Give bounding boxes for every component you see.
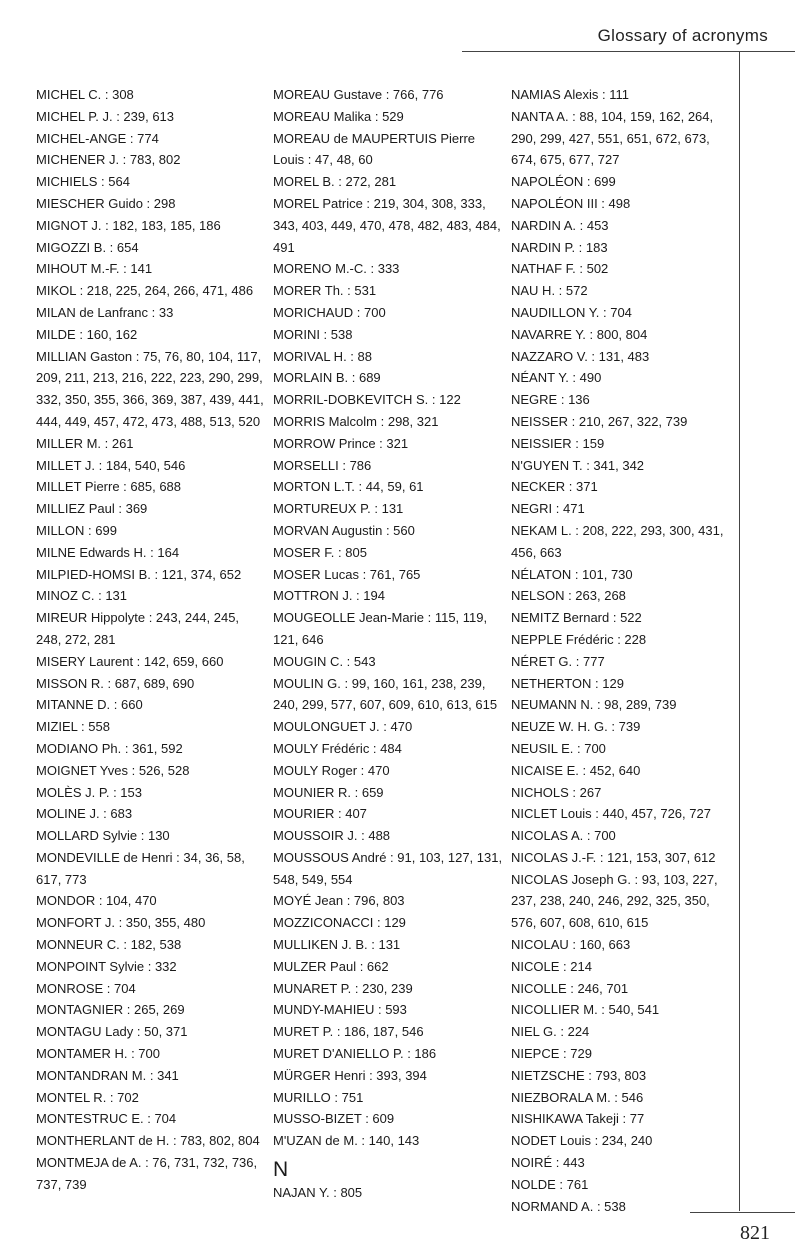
index-entry: MONTESTRUC E. : 704 bbox=[36, 1111, 177, 1127]
index-entry: MORICHAUD : 700 bbox=[273, 304, 386, 320]
index-entry: MIGOZZI B. : 654 bbox=[36, 239, 139, 255]
index-entry: MOREL Patrice : 219, 304, 308, 333, 343, 403, 449, 470, 478, 482, 483, 484, 491 bbox=[273, 195, 501, 255]
index-entry: MONTAGNIER : 265, 269 bbox=[36, 1002, 185, 1018]
index-entry: MILPIED-HOMSI B. : 121, 374, 652 bbox=[36, 566, 242, 582]
index-entry: NICOLAS A. : 700 bbox=[511, 828, 616, 844]
index-entry: NELSON : 263, 268 bbox=[511, 588, 626, 604]
index-entry: NOIRÉ : 443 bbox=[511, 1155, 585, 1171]
index-entry: MORINI : 538 bbox=[273, 326, 353, 342]
index-entry: MIHOUT M.-F. : 141 bbox=[36, 261, 153, 277]
index-entry: NEISSIER : 159 bbox=[511, 435, 605, 451]
index-entry: MONPOINT Sylvie : 332 bbox=[36, 958, 177, 974]
index-entry: MUNARET P. : 230, 239 bbox=[273, 980, 413, 996]
index-entry: NAMIAS Alexis : 111 bbox=[511, 87, 630, 102]
index-entry: MONDEVILLE de Henri : 34, 36, 58, 617, 773 bbox=[36, 849, 245, 887]
index-entry: MOULONGUET J. : 470 bbox=[273, 719, 413, 735]
index-entry: NIEPCE : 729 bbox=[511, 1046, 592, 1062]
index-entry: NETHERTON : 129 bbox=[511, 675, 624, 691]
index-entry: MOULY Roger : 470 bbox=[273, 762, 390, 778]
index-entry: MISERY Laurent : 142, 659, 660 bbox=[36, 653, 224, 669]
index-entry: MOUSSOIR J. : 488 bbox=[273, 828, 391, 844]
index-entry: MORENO M.-C. : 333 bbox=[273, 261, 400, 277]
index-entry: NICOLE : 214 bbox=[511, 958, 592, 974]
index-entry: MILLIEZ Paul : 369 bbox=[36, 501, 148, 517]
index-entry: NICLET Louis : 440, 457, 726, 727 bbox=[511, 806, 711, 822]
index-entry: MOIGNET Yves : 526, 528 bbox=[36, 762, 190, 778]
index-entry: MOREAU Gustave : 766, 776 bbox=[273, 87, 444, 102]
index-entry: N'GUYEN T. : 341, 342 bbox=[511, 457, 645, 473]
index-entry: MIZIEL : 558 bbox=[36, 719, 110, 735]
index-entry: MÜRGER Henri : 393, 394 bbox=[273, 1067, 427, 1083]
index-entry: MICHIELS : 564 bbox=[36, 174, 130, 190]
index-entry: NÉRET G. : 777 bbox=[511, 653, 605, 669]
index-entry: MOUSSOUS André : 91, 103, 127, 131, 548, 549, 554 bbox=[273, 849, 503, 887]
index-entry: MORIVAL H. : 88 bbox=[273, 348, 372, 364]
index-entry: NICOLAU : 160, 663 bbox=[511, 937, 631, 953]
index-column-2 bbox=[273, 84, 503, 1204]
index-entry: NAPOLÉON : 699 bbox=[511, 174, 616, 190]
index-entry: MONTEL R. : 702 bbox=[36, 1089, 139, 1105]
index-entry: MONTAGU Lady : 50, 371 bbox=[36, 1024, 188, 1040]
index-entry: MONTAMER H. : 700 bbox=[36, 1046, 161, 1062]
index-entry: NICOLAS Joseph G. : 93, 103, 227, 237, 238, 240, 246, 292, 325, 350, 576, 607, 608, 610, 615 bbox=[511, 871, 718, 931]
index-entry: NAPOLÉON III : 498 bbox=[511, 195, 631, 211]
index-entry: MONFORT J. : 350, 355, 480 bbox=[36, 915, 206, 931]
index-entry: MORRIL-DOBKEVITCH S. : 122 bbox=[273, 392, 461, 408]
index-entry: NODET Louis : 234, 240 bbox=[511, 1133, 653, 1149]
index-entry: NIEZBORALA M. : 546 bbox=[511, 1089, 644, 1105]
index-entry: NEMITZ Bernard : 522 bbox=[511, 610, 642, 626]
margin-rule bbox=[739, 51, 740, 1211]
index-entry: MIKOL : 218, 225, 264, 266, 471, 486 bbox=[36, 283, 254, 299]
index-entry: NEGRI : 471 bbox=[511, 501, 585, 517]
index-entry: MULLIKEN J. B. : 131 bbox=[273, 937, 401, 953]
index-entry: MIREUR Hippolyte : 243, 244, 245, 248, 272, 281 bbox=[36, 610, 240, 647]
index-entry: MILDE : 160, 162 bbox=[36, 326, 138, 342]
index-entry: NECKER : 371 bbox=[511, 479, 598, 495]
index-entry: MICHEL C. : 308 bbox=[36, 87, 134, 102]
index-entry: NARDIN A. : 453 bbox=[511, 217, 609, 233]
index-entry: NEKAM L. : 208, 222, 293, 300, 431, 456, 663 bbox=[511, 522, 724, 560]
index-entry: NOLDE : 761 bbox=[511, 1176, 589, 1192]
page-number: 821 bbox=[740, 1222, 770, 1244]
index-entry: MOSER F. : 805 bbox=[273, 544, 367, 560]
index-entry: NEISSER : 210, 267, 322, 739 bbox=[511, 413, 688, 429]
index-column-1 bbox=[36, 84, 266, 1196]
index-entry: MICHEL P. J. : 239, 613 bbox=[36, 108, 175, 124]
header-rule bbox=[462, 51, 795, 52]
index-entry: NICOLLE : 246, 701 bbox=[511, 980, 629, 996]
index-entry: NORMAND A. : 538 bbox=[511, 1198, 626, 1214]
index-entry: MURET P. : 186, 187, 546 bbox=[273, 1024, 424, 1040]
section-letter-heading: N bbox=[273, 1158, 289, 1182]
index-entry: NIEL G. : 224 bbox=[511, 1024, 590, 1040]
index-entry: MOZZICONACCI : 129 bbox=[273, 915, 406, 931]
index-entry: MITANNE D. : 660 bbox=[36, 697, 143, 713]
index-entry: MODIANO Ph. : 361, 592 bbox=[36, 740, 183, 756]
index-entry: NEUZE W. H. G. : 739 bbox=[511, 719, 641, 735]
index-entry: MORROW Prince : 321 bbox=[273, 435, 409, 451]
index-entry: NÉLATON : 101, 730 bbox=[511, 566, 633, 582]
index-entry: MILLET J. : 184, 540, 546 bbox=[36, 457, 186, 473]
index-entry: NAZZARO V. : 131, 483 bbox=[511, 348, 650, 364]
index-entry: MONROSE : 704 bbox=[36, 980, 136, 996]
index-entry: NAVARRE Y. : 800, 804 bbox=[511, 326, 648, 342]
index-entry: NICAISE E. : 452, 640 bbox=[511, 762, 641, 778]
index-entry: NIETZSCHE : 793, 803 bbox=[511, 1067, 647, 1083]
index-entry: MOLLARD Sylvie : 130 bbox=[36, 828, 170, 844]
index-entry: NÉANT Y. : 490 bbox=[511, 370, 602, 386]
index-entry: MOUGEOLLE Jean-Marie : 115, 119, 121, 646 bbox=[273, 610, 488, 647]
index-entry: MONTMEJA de A. : 76, 731, 732, 736, 737, 739 bbox=[36, 1155, 258, 1192]
index-entry: MILLIAN Gaston : 75, 76, 80, 104, 117, 209, 211, 213, 216, 222, 223, 290, 299, 332, 350, 355, 366, 369, 387, 439, 441, 444, 449, 457, 472, 473, 488, 513, 520 bbox=[36, 348, 264, 429]
index-entry: MONTHERLANT de H. : 783, 802, 804 bbox=[36, 1133, 260, 1149]
index-entry: MURET D'ANIELLO P. : 186 bbox=[273, 1046, 437, 1062]
index-entry: NAJAN Y. : 805 bbox=[273, 1185, 363, 1201]
index-entry: MOREL B. : 272, 281 bbox=[273, 174, 397, 190]
index-entry: NEPPLE Frédéric : 228 bbox=[511, 631, 647, 647]
index-entry: MOLÈS J. P. : 153 bbox=[36, 784, 142, 800]
index-entry: MOULIN G. : 99, 160, 161, 238, 239, 240, 299, 577, 607, 609, 610, 613, 615 bbox=[273, 675, 498, 713]
index-entry: MOREAU Malika : 529 bbox=[273, 108, 404, 124]
index-entry: NICOLAS J.-F. : 121, 153, 307, 612 bbox=[511, 849, 716, 865]
index-entry: NEGRE : 136 bbox=[511, 392, 590, 408]
index-entry: MULZER Paul : 662 bbox=[273, 958, 389, 974]
index-entry: MIGNOT J. : 182, 183, 185, 186 bbox=[36, 217, 221, 233]
index-entry: M'UZAN de M. : 140, 143 bbox=[273, 1133, 420, 1149]
index-entry: MORTUREUX P. : 131 bbox=[273, 501, 404, 517]
index-entry: MOTTRON J. : 194 bbox=[273, 588, 385, 604]
index-entry: MOUGIN C. : 543 bbox=[273, 653, 376, 669]
index-entry: NAU H. : 572 bbox=[511, 283, 588, 299]
index-entry: MOURIER : 407 bbox=[273, 806, 367, 822]
index-entry: MICHENER J. : 783, 802 bbox=[36, 152, 181, 168]
index-entry: MORTON L.T. : 44, 59, 61 bbox=[273, 479, 424, 495]
index-entry: MILAN de Lanfranc : 33 bbox=[36, 304, 174, 320]
index-entry: MORVAN Augustin : 560 bbox=[273, 522, 415, 538]
running-header-title: Glossary of acronyms bbox=[597, 26, 768, 45]
index-entry: MORER Th. : 531 bbox=[273, 283, 377, 299]
index-entry: MORLAIN B. : 689 bbox=[273, 370, 381, 386]
index-entry: MILLON : 699 bbox=[36, 522, 117, 538]
index-entry: MIESCHER Guido : 298 bbox=[36, 195, 176, 211]
index-entry: MILNE Edwards H. : 164 bbox=[36, 544, 180, 560]
index-entry: NANTA A. : 88, 104, 159, 162, 264, 290, 299, 427, 551, 651, 672, 673, 674, 675, 677, 727 bbox=[511, 108, 714, 168]
index-entry: MOREAU de MAUPERTUIS Pierre Louis : 47, 48, 60 bbox=[273, 130, 476, 168]
index-entry: NISHIKAWA Takeji : 77 bbox=[511, 1111, 645, 1127]
index-entry: MORRIS Malcolm : 298, 321 bbox=[273, 413, 439, 429]
index-entry: NICOLLIER M. : 540, 541 bbox=[511, 1002, 660, 1018]
index-entry: MOULY Frédéric : 484 bbox=[273, 740, 402, 756]
index-entry: MISSON R. : 687, 689, 690 bbox=[36, 675, 195, 691]
index-entry: MONTANDRAN M. : 341 bbox=[36, 1067, 179, 1083]
index-entry: NICHOLS : 267 bbox=[511, 784, 602, 800]
index-entry: MILLET Pierre : 685, 688 bbox=[36, 479, 182, 495]
index-entry: MINOZ C. : 131 bbox=[36, 588, 128, 604]
index-entry: MORSELLI : 786 bbox=[273, 457, 372, 473]
index-entry: MONNEUR C. : 182, 538 bbox=[36, 937, 182, 953]
footer-rule bbox=[690, 1212, 795, 1213]
index-entry: MUNDY-MAHIEU : 593 bbox=[273, 1002, 407, 1018]
index-entry: NARDIN P. : 183 bbox=[511, 239, 608, 255]
index-entry: NATHAF F. : 502 bbox=[511, 261, 609, 277]
index-entry: NEUMANN N. : 98, 289, 739 bbox=[511, 697, 677, 713]
index-entry: MURILLO : 751 bbox=[273, 1089, 364, 1105]
index-entry: MOUNIER R. : 659 bbox=[273, 784, 384, 800]
index-entry: MOLINE J. : 683 bbox=[36, 806, 133, 822]
index-entry: NEUSIL E. : 700 bbox=[511, 740, 606, 756]
index-entry: NAUDILLON Y. : 704 bbox=[511, 304, 632, 320]
index-entry: MONDOR : 104, 470 bbox=[36, 893, 157, 909]
index-column-3 bbox=[511, 84, 733, 1217]
index-entry: MILLER M. : 261 bbox=[36, 435, 134, 451]
index-entry: MOYÉ Jean : 796, 803 bbox=[273, 893, 405, 909]
index-entry: MUSSO-BIZET : 609 bbox=[273, 1111, 395, 1127]
index-entry: MOSER Lucas : 761, 765 bbox=[273, 566, 421, 582]
index-entry: MICHEL-ANGE : 774 bbox=[36, 130, 159, 146]
